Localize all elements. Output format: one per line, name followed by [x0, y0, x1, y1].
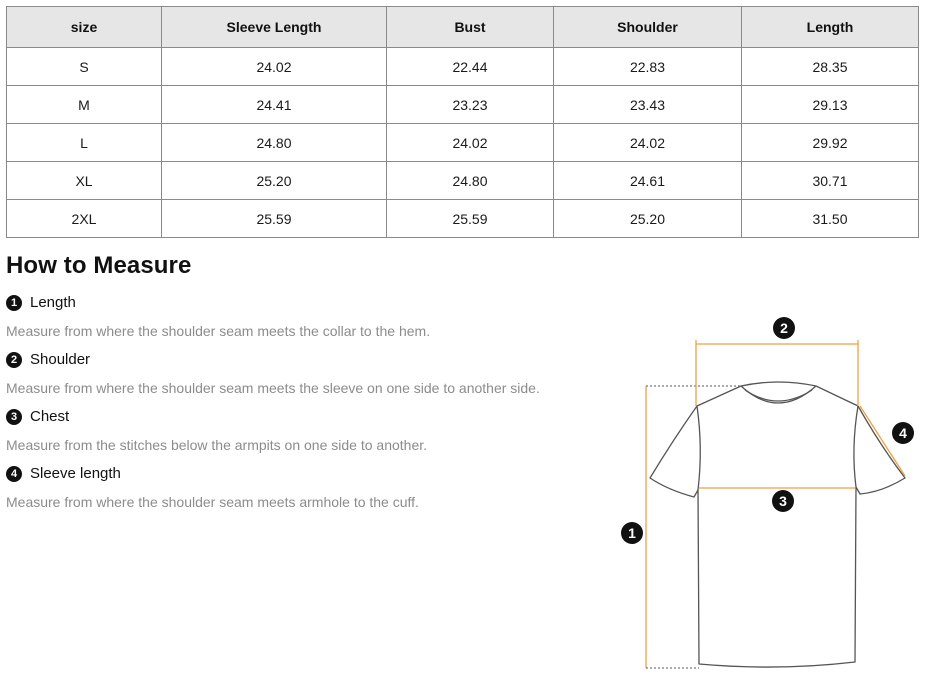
svg-text:2: 2 — [780, 320, 788, 336]
header-bust: Bust — [387, 7, 554, 48]
table-row — [7, 162, 919, 200]
step-description: Measure from where the shoulder seam meets the collar to the hem. — [6, 323, 431, 339]
cell-sleeve-length: 25.59 — [162, 200, 387, 238]
cell-shoulder: 24.02 — [554, 124, 742, 162]
how-to-measure-section — [6, 252, 606, 510]
cell-shoulder: 22.83 — [554, 48, 742, 86]
step-description: Measure from where the shoulder seam meets the sleeve on one side to another side. — [6, 380, 540, 396]
number-2-icon: 2 — [6, 352, 22, 368]
cell-shoulder: 24.61 — [554, 162, 742, 200]
cell-size: M — [7, 86, 162, 124]
table-header-row — [7, 7, 919, 48]
cell-length: 30.71 — [742, 162, 919, 200]
tshirt-outline-icon — [650, 382, 905, 667]
cell-size: 2XL — [7, 200, 162, 238]
table-row — [7, 48, 919, 86]
number-4-icon: 4 — [6, 466, 22, 482]
measure-step-length — [6, 294, 606, 339]
step-title: Shoulder — [30, 351, 91, 368]
step-title: Length — [30, 294, 76, 311]
number-3-icon: 3 — [6, 409, 22, 425]
step-description: Measure from where the shoulder seam meets armhole to the cuff. — [6, 494, 419, 510]
cell-size: S — [7, 48, 162, 86]
header-shoulder: Shoulder — [554, 7, 742, 48]
table-row — [7, 86, 919, 124]
cell-bust: 22.44 — [387, 48, 554, 86]
header-size: size — [7, 7, 162, 48]
cell-sleeve-length: 24.02 — [162, 48, 387, 86]
size-chart-table — [6, 6, 919, 238]
cell-size: L — [7, 124, 162, 162]
cell-shoulder: 23.43 — [554, 86, 742, 124]
section-title: How to Measure — [6, 252, 192, 279]
cell-bust: 24.02 — [387, 124, 554, 162]
tshirt-measurement-diagram — [612, 310, 930, 681]
cell-bust: 23.23 — [387, 86, 554, 124]
table-row — [7, 124, 919, 162]
cell-length: 31.50 — [742, 200, 919, 238]
measure-step-chest — [6, 408, 606, 453]
cell-bust: 25.59 — [387, 200, 554, 238]
step-description: Measure from the stitches below the armpits on one side to another. — [6, 437, 428, 453]
header-length: Length — [742, 7, 919, 48]
cell-size: XL — [7, 162, 162, 200]
cell-sleeve-length: 24.41 — [162, 86, 387, 124]
cell-bust: 24.80 — [387, 162, 554, 200]
measure-step-shoulder — [6, 351, 606, 396]
cell-length: 29.13 — [742, 86, 919, 124]
number-1-icon: 1 — [6, 295, 22, 311]
step-title: Sleeve length — [30, 465, 121, 482]
marker-2 — [773, 317, 795, 339]
measure-step-sleeve-length — [6, 465, 606, 510]
svg-text:4: 4 — [899, 425, 907, 441]
tshirt-diagram-svg — [612, 310, 930, 681]
cell-length: 28.35 — [742, 48, 919, 86]
cell-sleeve-length: 24.80 — [162, 124, 387, 162]
step-title: Chest — [30, 408, 70, 425]
svg-text:1: 1 — [628, 525, 636, 541]
cell-shoulder: 25.20 — [554, 200, 742, 238]
marker-1 — [621, 522, 643, 544]
svg-text:3: 3 — [779, 493, 787, 509]
marker-4 — [892, 422, 914, 444]
table-row — [7, 200, 919, 238]
marker-3 — [772, 490, 794, 512]
header-sleeve-length: Sleeve Length — [162, 7, 387, 48]
cell-length: 29.92 — [742, 124, 919, 162]
cell-sleeve-length: 25.20 — [162, 162, 387, 200]
